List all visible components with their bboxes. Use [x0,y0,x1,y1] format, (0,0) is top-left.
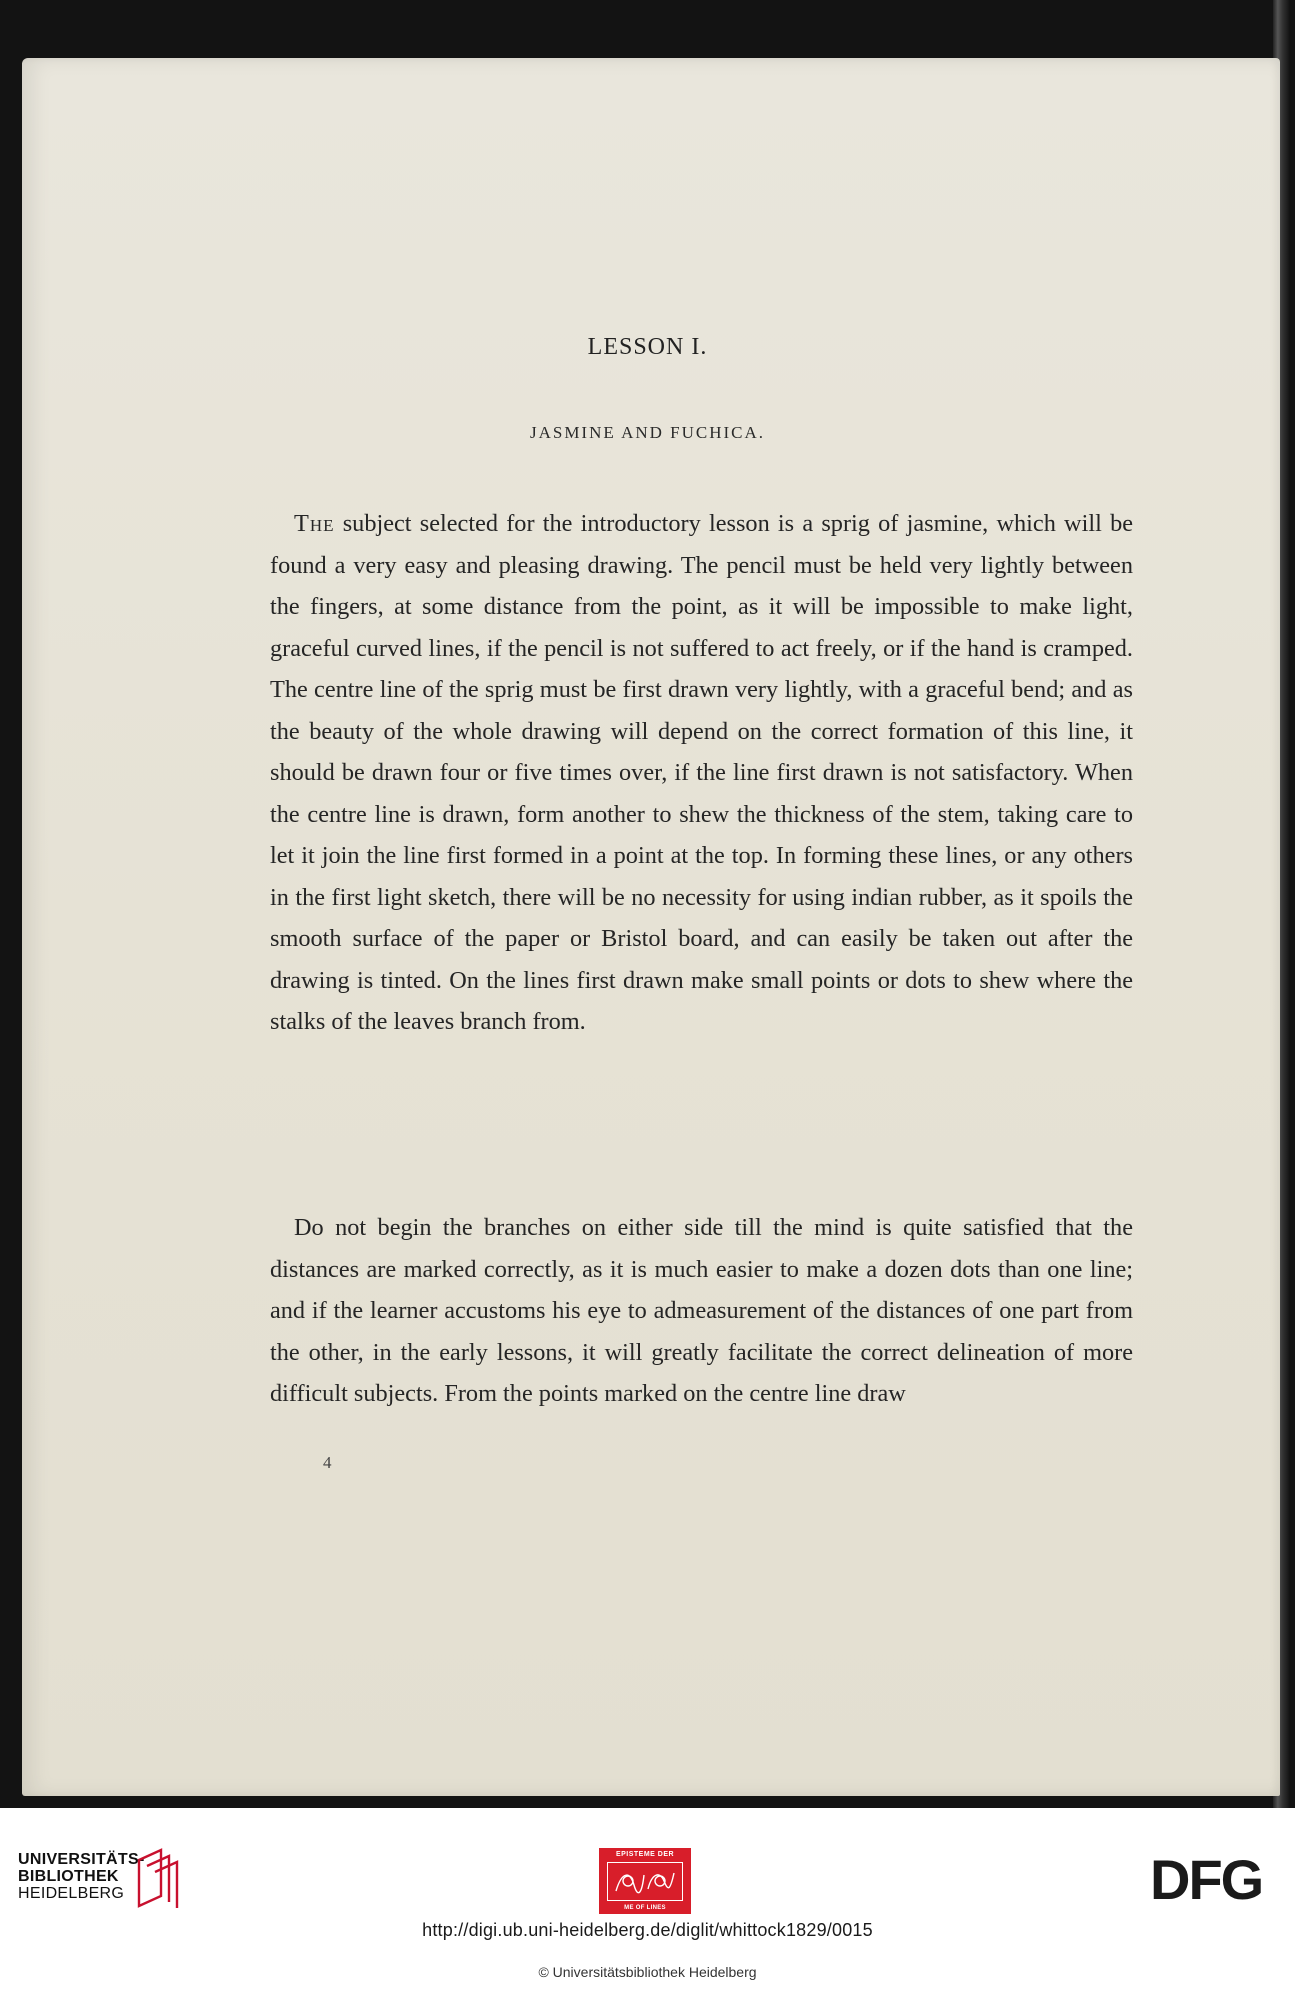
lesson-subtitle: JASMINE AND FUCHICA. [529,423,766,442]
episteme-emblem-icon [608,1863,680,1899]
paragraph-2: Do not begin the branches on either side till the mind is quite satisfied that the distances are marked correctly, as it is much easier to make a dozen dots than one line; and if the learner accustoms his eye to admeasurement of the distances of one part from the other, in the early lessons, it will greatly facilitate the correct delineation of more difficult subjects. From the points marked on the centre line draw [270,1214,1133,1407]
copyright-notice: © Universitätsbibliothek Heidelberg [538,1964,757,1980]
episteme-logo-bottom: ME OF LINES [624,1905,666,1911]
library-name-line-2: BIBLIOTHEK [18,1868,119,1885]
permalink-url[interactable]: http://digi.ub.uni-heidelberg.de/diglit/whittock1829/0015 [422,1920,873,1940]
paragraph-1-lead: The [294,510,335,537]
episteme-logo[interactable] [599,1848,691,1914]
episteme-logo-frame [607,1862,683,1901]
library-name-line-1: UNIVERSITÄTS- [18,1851,145,1868]
paragraph-1-text: subject selected for the introductory lesson is a sprig of jasmine, which will be found a very easy and pleasing drawing. The pencil must be held very lightly between the fingers, at some distance from the point, as it will be impossible to make light, graceful curved lines, if the pencil is not suffered to act freely, or if the hand is cramped. The centre line of the sprig must be first drawn very lightly, with a graceful bend; and as the beauty of the whole drawing will depend on the correct formation of this line, it should be drawn four or five times over, if the line first drawn is not satisfactory. When the centre line is drawn, form another to shew the thickness of the stem, taking care to let it join the line first formed in a point at the top. In forming these lines, or any others in the first light sketch, there will be no necessity for using indian rubber, as it spoils the smooth surface of the paper or Bristol board, and can easily be taken out after the drawing is tinted. On the lines first drawn make small points or dots to shew where the stalks of the leaves branch from. [270,510,1133,1035]
signature-mark: 4 [323,1453,332,1472]
library-mark-icon [135,1846,181,1912]
episteme-logo-top: EPISTEME DER [615,1851,675,1858]
library-name-line-3: HEIDELBERG [18,1885,125,1902]
paragraph-1 [270,503,1133,1043]
dfg-logo[interactable]: DFG [1150,1848,1263,1911]
show-through-text [272,298,1172,528]
lesson-title: LESSON I. [587,334,708,360]
library-logo[interactable] [18,1851,145,1902]
